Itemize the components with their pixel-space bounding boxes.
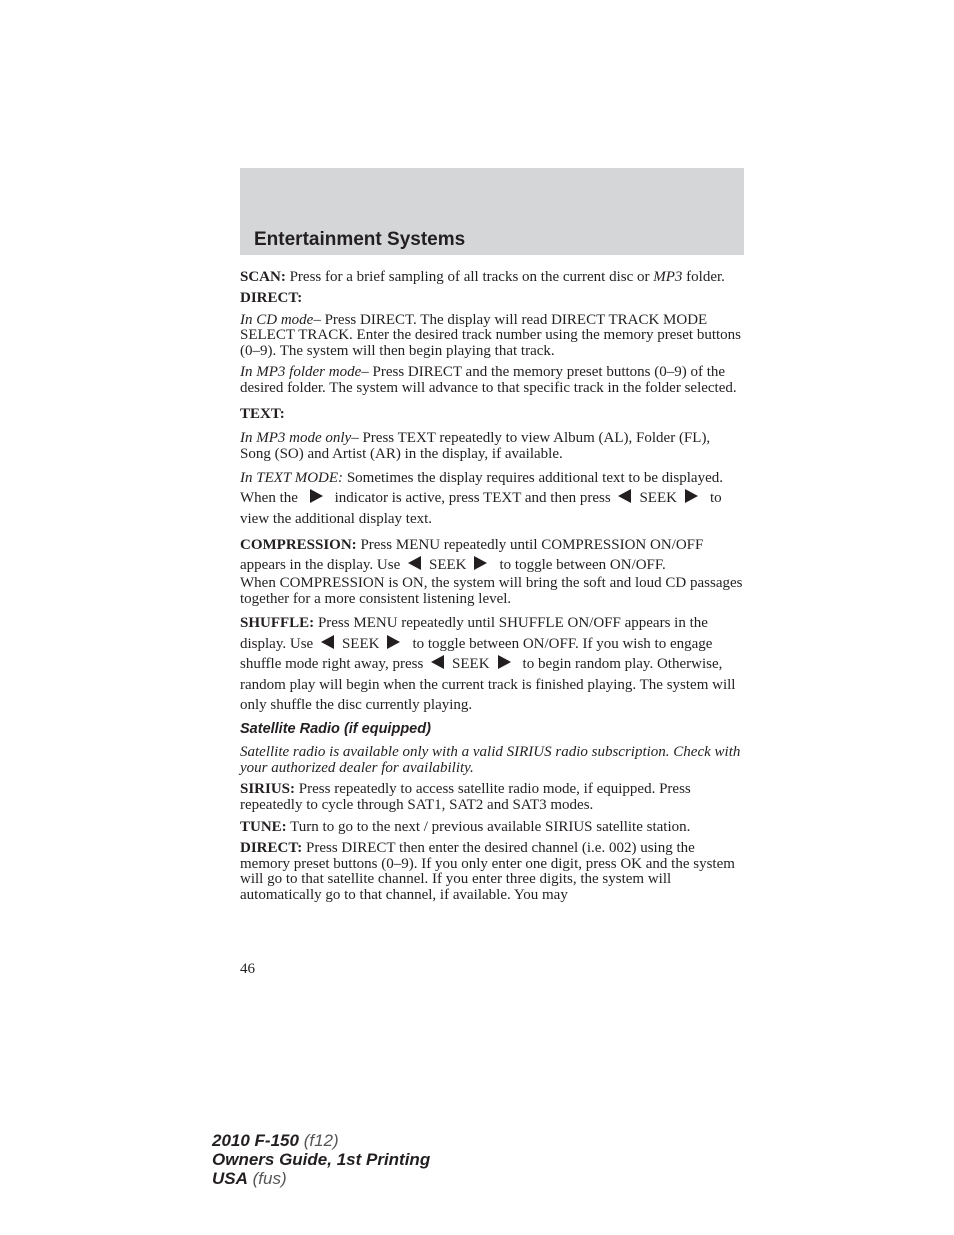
scan-label: SCAN: <box>240 269 286 285</box>
direct-folder-mode: In MP3 folder mode <box>240 364 362 381</box>
shuffle-text-b: to toggle between ON/OFF. If you wish to engage shuffle mode right away, press <box>240 635 713 673</box>
shuffle-paragraph <box>240 613 744 716</box>
text-mode-b: indicator is active, press TEXT and then press <box>334 490 615 507</box>
shuffle-seek-2: SEEK <box>452 656 490 673</box>
text-mode-a: Sometimes the display requires additional text to be displayed. When the <box>240 469 723 507</box>
seek-left-icon <box>321 635 334 649</box>
text-mp3-text: – Press TEXT repeatedly to view Album (AL), Folder (FL), Song (SO) and Artist (AR) in the display, if available. <box>240 429 711 462</box>
shuffle-text-c: to begin random play. Otherwise, random play will begin when the current track is finished playing. The system will only shuffle the disc currently playing. <box>240 656 736 714</box>
footer-model-code: (f12) <box>303 1131 339 1150</box>
footer-region: USA <box>212 1169 248 1188</box>
seek-right-icon <box>498 655 511 669</box>
sirius-text: Press repeatedly to access satellite radio mode, if equipped. Press repeatedly to cycle through SAT1, SAT2 and SAT3 modes. <box>240 781 691 814</box>
sat-direct-paragraph <box>240 841 744 904</box>
scan-text-b: folder. <box>682 269 725 285</box>
compression-text-a: Press MENU repeatedly until COMPRESSION ON/OFF appears in the display. Use <box>240 536 704 574</box>
text-mp3-paragraph <box>240 431 744 463</box>
footer-guide: Owners Guide, 1st Printing <box>212 1150 431 1169</box>
sat-direct-text: Press DIRECT then enter the desired channel (i.e. 002) using the memory preset buttons (0–9). If you only enter one digit, press OK and the system will go to that satellite channel. If you enter three digits, the system will automatically go to that channel, if available. You may <box>240 839 735 904</box>
seek-right-icon <box>685 489 698 503</box>
seek-left-icon <box>431 655 444 669</box>
direct-label: DIRECT: <box>240 290 303 307</box>
footer <box>212 1131 430 1188</box>
direct-folder-text: – Press DIRECT and the memory preset buttons (0–9) of the desired folder. The system will advance to that specific track in the folder selected. <box>240 364 737 397</box>
seek-left-icon <box>408 556 421 570</box>
satellite-intro: Satellite radio is available only with a valid SIRIUS radio subscription. Check with your authorized dealer for availability. <box>240 744 741 777</box>
sirius-paragraph <box>240 782 744 814</box>
text-mode-paragraph <box>240 468 744 530</box>
section-header-bar <box>240 168 744 255</box>
tune-text: Turn to go to the next / previous available SIRIUS satellite station. <box>286 818 691 835</box>
footer-model: 2010 F-150 <box>212 1131 299 1150</box>
text-mp3-mode: In MP3 mode only <box>240 429 352 446</box>
text-mode-c: to view the additional display text. <box>240 490 722 527</box>
page-content <box>240 270 744 910</box>
seek-right-icon <box>310 489 323 503</box>
text-label: TEXT: <box>240 406 285 423</box>
tune-label: TUNE: <box>240 818 287 835</box>
seek-right-icon <box>474 556 487 570</box>
scan-paragraph <box>240 270 744 286</box>
page-number: 46 <box>240 961 255 977</box>
shuffle-label: SHUFFLE: <box>240 615 315 632</box>
direct-cd-mode: In CD mode <box>240 311 314 328</box>
direct-cd-paragraph <box>240 313 744 360</box>
text-mode-label: In TEXT MODE: <box>240 469 344 486</box>
compression-seek: SEEK <box>428 557 467 574</box>
shuffle-seek: SEEK <box>341 635 380 652</box>
compression-text-b: to toggle between ON/OFF. <box>499 557 666 574</box>
compression-label: COMPRESSION: <box>240 536 357 553</box>
scan-text-a: Press for a brief sampling of all tracks on the current disc or <box>285 269 654 285</box>
scan-mp3: MP3 <box>653 269 683 285</box>
text-seek: SEEK <box>639 490 677 507</box>
compression-detail: When COMPRESSION is ON, the system will bring the soft and loud CD passages together for a more consistent listening level. <box>240 574 743 607</box>
direct-folder-paragraph <box>240 365 744 397</box>
seek-left-icon <box>618 489 631 503</box>
sirius-label: SIRIUS: <box>240 781 296 798</box>
satellite-heading: Satellite Radio (if equipped) <box>240 720 431 737</box>
compression-paragraph <box>240 535 744 576</box>
sat-direct-label: DIRECT: <box>240 839 303 856</box>
seek-right-icon <box>387 635 400 649</box>
footer-region-code: (fus) <box>252 1169 287 1188</box>
shuffle-text-a: Press MENU repeatedly until SHUFFLE ON/OFF appears in the display. Use <box>240 615 708 652</box>
tune-paragraph <box>240 820 744 836</box>
section-title: Entertainment Systems <box>254 229 466 250</box>
direct-cd-text: – Press DIRECT. The display will read DIRECT TRACK MODE SELECT TRACK. Enter the desired track number using the memory preset buttons (0–9). The system will then begin playing that track. <box>240 311 742 360</box>
